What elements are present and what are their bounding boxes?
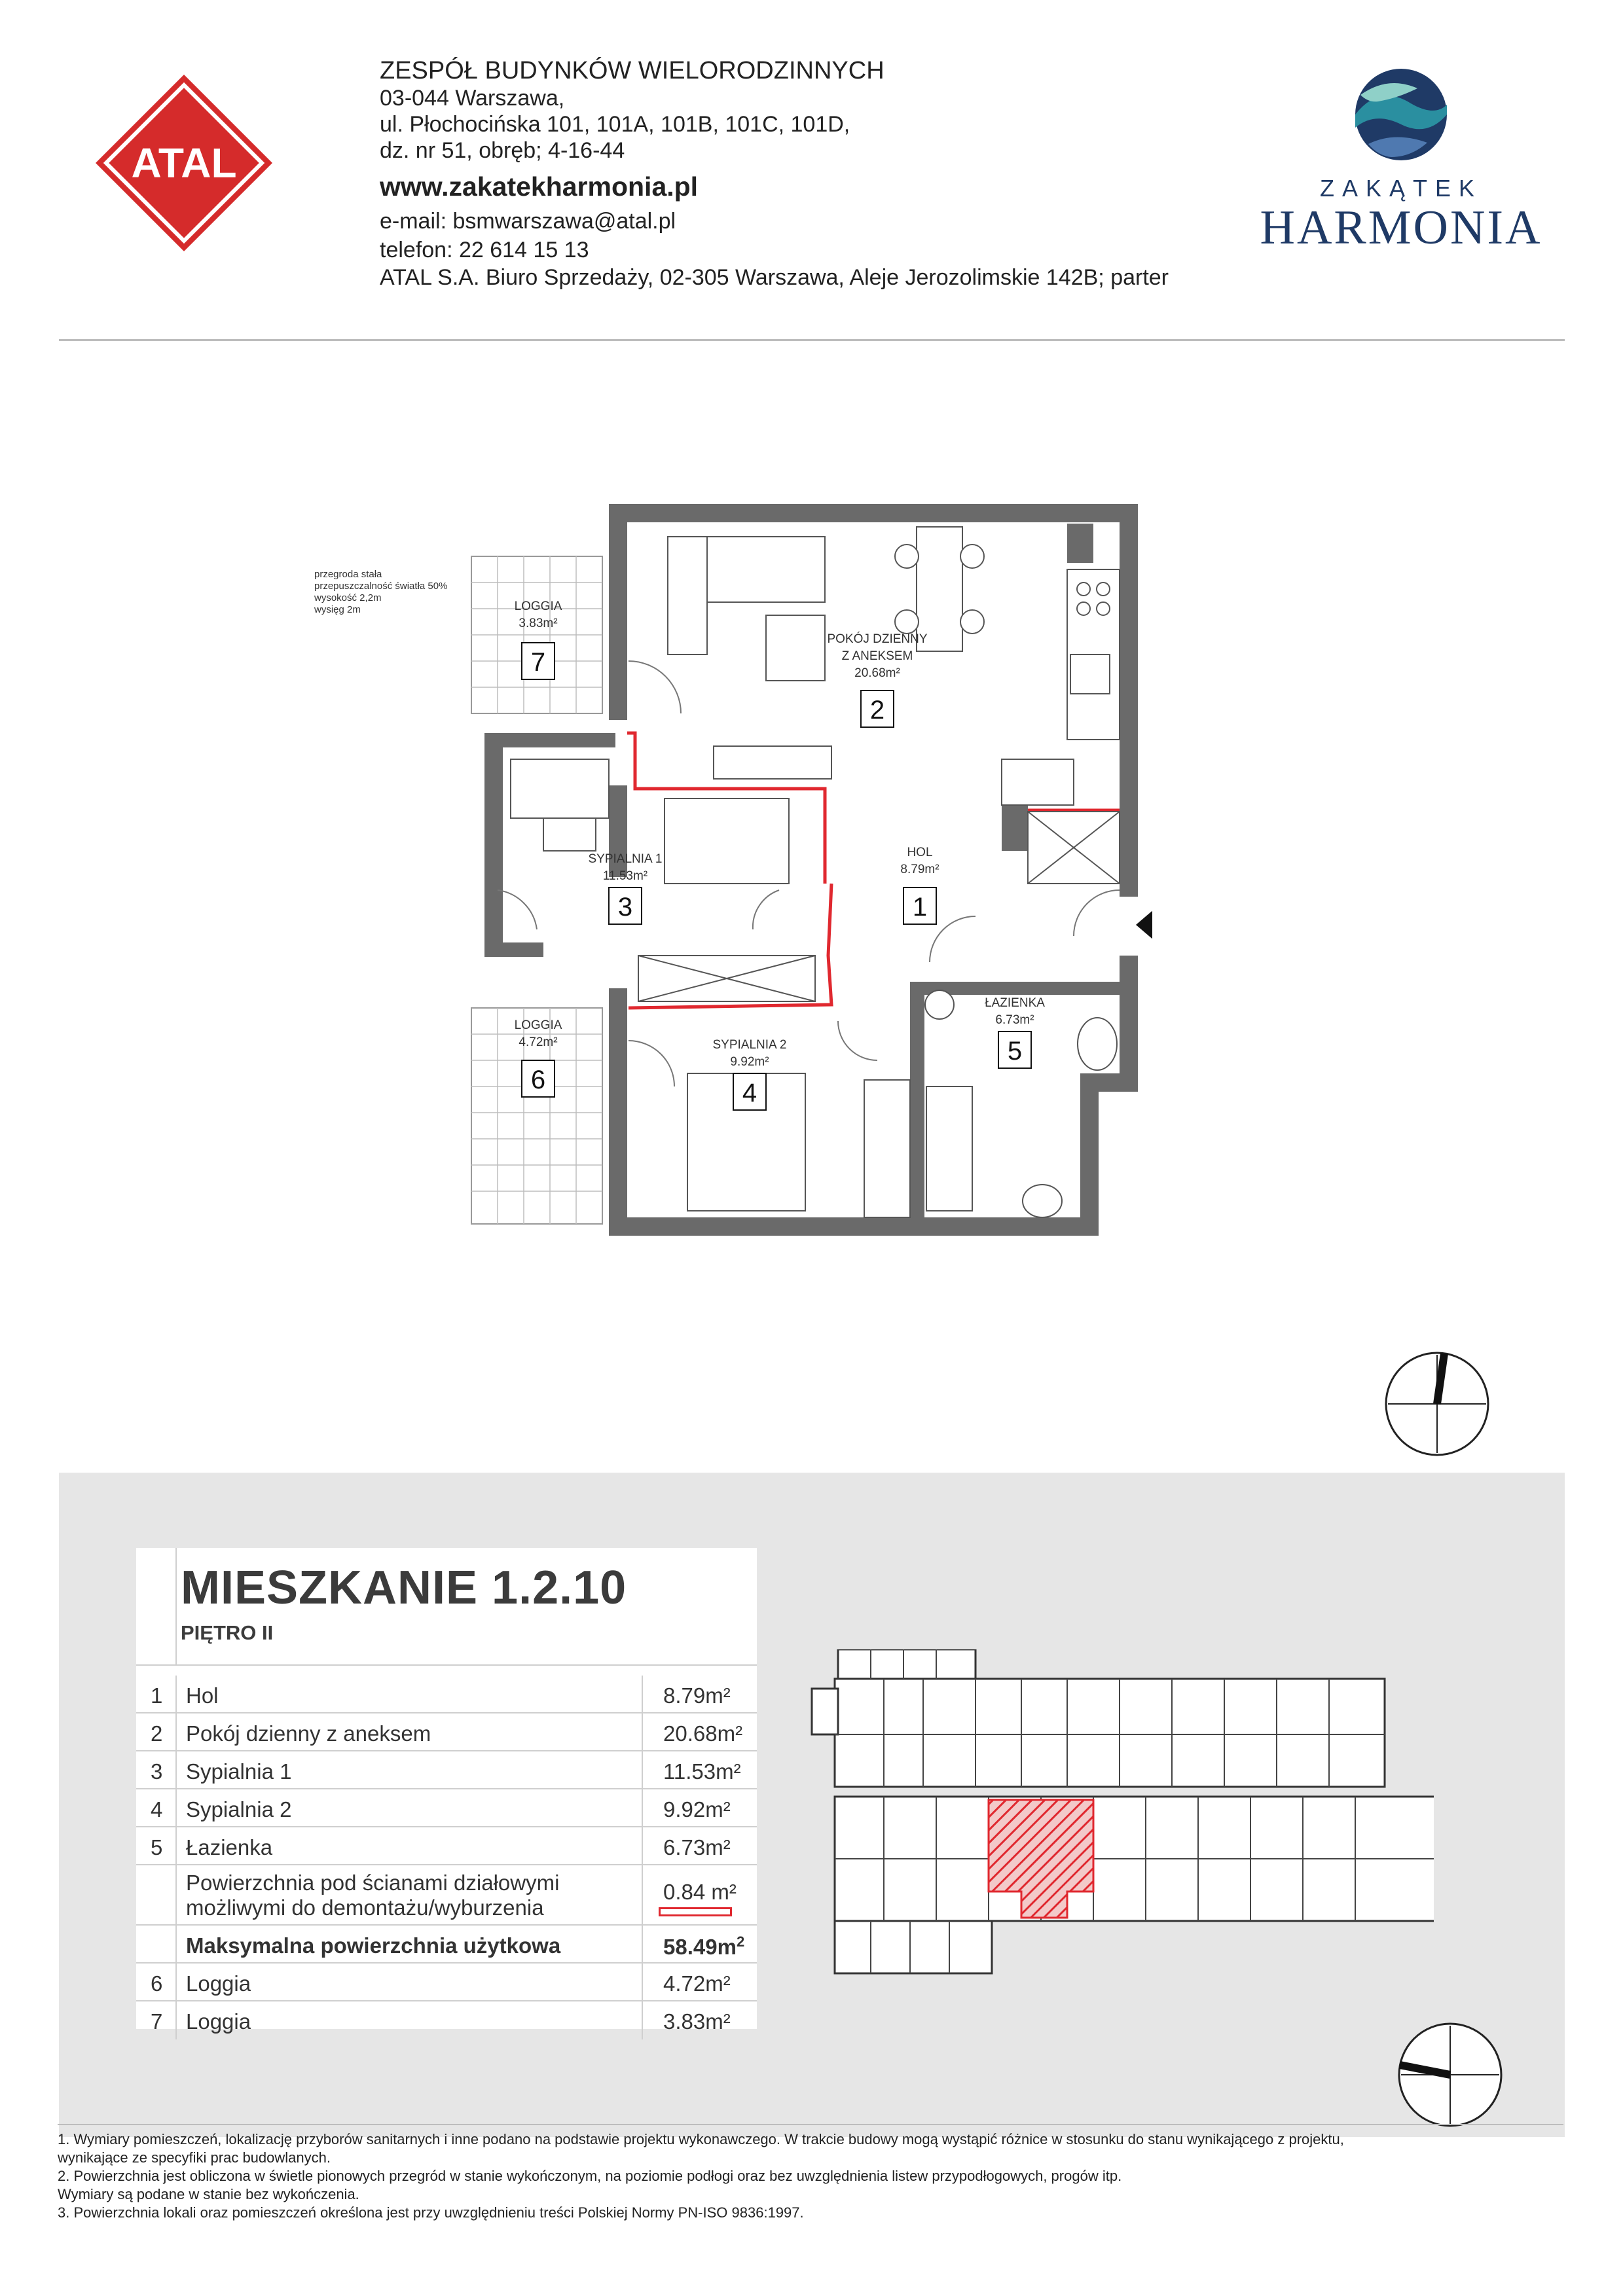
address-line-1: 03-044 Warszawa, [380, 86, 565, 111]
apartment-heading [136, 1548, 757, 1666]
sales-office: ATAL S.A. Biuro Sprzedaży, 02-305 Warszawa, Aleje Jerozolimskie 142B; parter [380, 265, 1169, 290]
max-area-sup: 2 [736, 1933, 745, 1950]
max-area-value: 58.49m [663, 1935, 737, 1959]
row-number: 6 [151, 1971, 163, 1996]
partition-note-2: przepuszczalność światła 50% [314, 581, 448, 592]
north-arrow-icon [1381, 1348, 1493, 1460]
svg-text:6.73m²: 6.73m² [995, 1013, 1034, 1027]
row-name: Sypialnia 2 [186, 1797, 292, 1821]
svg-text:20.68m²: 20.68m² [854, 666, 900, 680]
footnote-line: Wymiary są podane w stanie bez wykończenia. [58, 2186, 359, 2202]
header-divider [59, 339, 1565, 341]
entrance-triangle-icon [1136, 905, 1152, 944]
atal-logo [92, 71, 276, 255]
svg-text:4.72m²: 4.72m² [519, 1035, 558, 1049]
row-name: Hol [186, 1683, 219, 1708]
row-number: 3 [151, 1759, 163, 1784]
svg-text:Z ANEKSEM: Z ANEKSEM [841, 649, 913, 663]
table-row [136, 1964, 757, 2001]
svg-text:9.92m²: 9.92m² [730, 1055, 769, 1069]
table-row [136, 1751, 757, 1789]
walls-area: 0.84 m² [663, 1880, 737, 1904]
row-number: 5 [151, 1835, 163, 1859]
svg-text:7: 7 [530, 648, 546, 677]
table-row [136, 1713, 757, 1751]
svg-text:LOGGIA: LOGGIA [514, 1018, 562, 1032]
svg-text:1: 1 [912, 893, 928, 922]
phone-number: telefon: 22 614 15 13 [380, 238, 589, 262]
svg-text:LOGGIA: LOGGIA [514, 600, 562, 613]
room-1-label [900, 846, 939, 924]
brand-line-1: ZAKĄTEK [1319, 175, 1483, 202]
row-number: 7 [151, 2009, 163, 2034]
svg-text:8.79m²: 8.79m² [900, 863, 939, 876]
row-name: Pokój dzienny z aneksem [186, 1721, 431, 1746]
svg-text:6: 6 [530, 1066, 546, 1094]
row-number: 4 [151, 1797, 163, 1821]
room-2-label [827, 632, 927, 727]
row-area: 8.79m² [663, 1683, 731, 1708]
svg-text:POKÓJ DZIENNY: POKÓJ DZIENNY [827, 632, 928, 646]
room-3-label [588, 852, 662, 924]
address-line-2: ul. Płochocińska 101, 101A, 101B, 101C, 101D, [380, 112, 850, 137]
table-row [136, 1789, 757, 1827]
table-row [136, 1827, 757, 1865]
north-arrow-icon [1395, 2019, 1506, 2130]
row-area: 3.83m² [663, 2009, 731, 2034]
svg-text:5: 5 [1007, 1037, 1023, 1066]
harmonia-brand-logo [1244, 65, 1558, 262]
svg-text:4: 4 [742, 1079, 757, 1107]
address-line-3: dz. nr 51, obręb; 4-16-44 [380, 138, 625, 163]
apartment-title: MIESZKANIE 1.2.10 [181, 1562, 627, 1614]
svg-text:ŁAZIENKA: ŁAZIENKA [985, 996, 1045, 1010]
brand-line-2: HARMONIA [1260, 201, 1542, 255]
partition-legend-swatch [659, 1907, 732, 1916]
row-area: 11.53m² [663, 1759, 741, 1784]
partition-note [314, 569, 447, 615]
svg-text:SYPIALNIA 1: SYPIALNIA 1 [588, 852, 663, 866]
table-row [136, 2001, 757, 2039]
partition-note-1: przegroda stała [314, 569, 382, 580]
email-link[interactable]: e-mail: bsmwarszawa@atal.pl [380, 209, 676, 234]
svg-text:11.53m²: 11.53m² [602, 869, 648, 883]
footnote-line: 2. Powierzchnia jest obliczona w świetle pionowych przegród w stanie wykończonym, na poziomie podłogi oraz bez uwzględnienia listew przypodłogowych, progów itp. [58, 2168, 1122, 2184]
svg-text:3.83m²: 3.83m² [519, 617, 558, 630]
row-name: Loggia [186, 2009, 251, 2034]
footnote-line: 3. Powierzchnia lokali oraz pomieszczeń określona jest przy uwzględnieniu treści Polskiej Normy PN-ISO 9836:1997. [58, 2204, 804, 2221]
footnotes [58, 2130, 1563, 2222]
table-row [136, 1676, 757, 1713]
floor-label: PIĘTRO II [181, 1621, 274, 1644]
svg-text:2: 2 [869, 696, 885, 725]
svg-text:3: 3 [617, 893, 633, 922]
floor-plan [301, 497, 1152, 1250]
row-number: 2 [151, 1721, 163, 1746]
building-key-plan [805, 1649, 1434, 1977]
row-name: Loggia [186, 1971, 251, 1996]
footnote-line: 1. Wymiary pomieszczeń, lokalizację przyborów sanitarnych i inne podano na podstawie projektu wykonawczego. W trakcie budowy mogą wystąpić różnice w stosunku do stanu wynikającego z projektu, [58, 2131, 1344, 2147]
partition-note-3: wysokość 2,2m [314, 592, 382, 603]
room-5-label [985, 996, 1045, 1068]
partition-note-4: wysięg 2m [314, 604, 361, 615]
walls-note-line-1: Powierzchnia pod ścianami działowymi [186, 1871, 560, 1895]
row-area: 4.72m² [663, 1971, 731, 1996]
svg-text:SYPIALNIA 2: SYPIALNIA 2 [712, 1038, 787, 1052]
walls-note-row [136, 1865, 757, 1926]
row-name: Sypialnia 1 [186, 1759, 292, 1784]
row-area: 9.92m² [663, 1797, 731, 1821]
max-area-value-group [663, 1933, 744, 1960]
row-name: Łazienka [186, 1835, 273, 1859]
loggia-7-area [471, 556, 602, 713]
footnote-line: wynikające ze specyfiki prac budowlanych. [58, 2149, 331, 2166]
max-area-label: Maksymalna powierzchnia użytkowa [186, 1933, 561, 1958]
website-link[interactable]: www.zakatekharmonia.pl [380, 171, 699, 202]
walls-note-line-2: możliwymi do demontażu/wyburzenia [186, 1895, 544, 1920]
project-title: ZESPÓŁ BUDYNKÓW WIELORODZINNYCH [380, 57, 884, 84]
svg-text:HOL: HOL [907, 846, 933, 859]
max-area-row [136, 1926, 757, 1964]
row-area: 20.68m² [663, 1721, 743, 1746]
row-area: 6.73m² [663, 1835, 731, 1859]
row-number: 1 [151, 1683, 163, 1708]
atal-logo-text: ATAL [131, 139, 237, 187]
footnotes-divider [58, 2124, 1563, 2125]
